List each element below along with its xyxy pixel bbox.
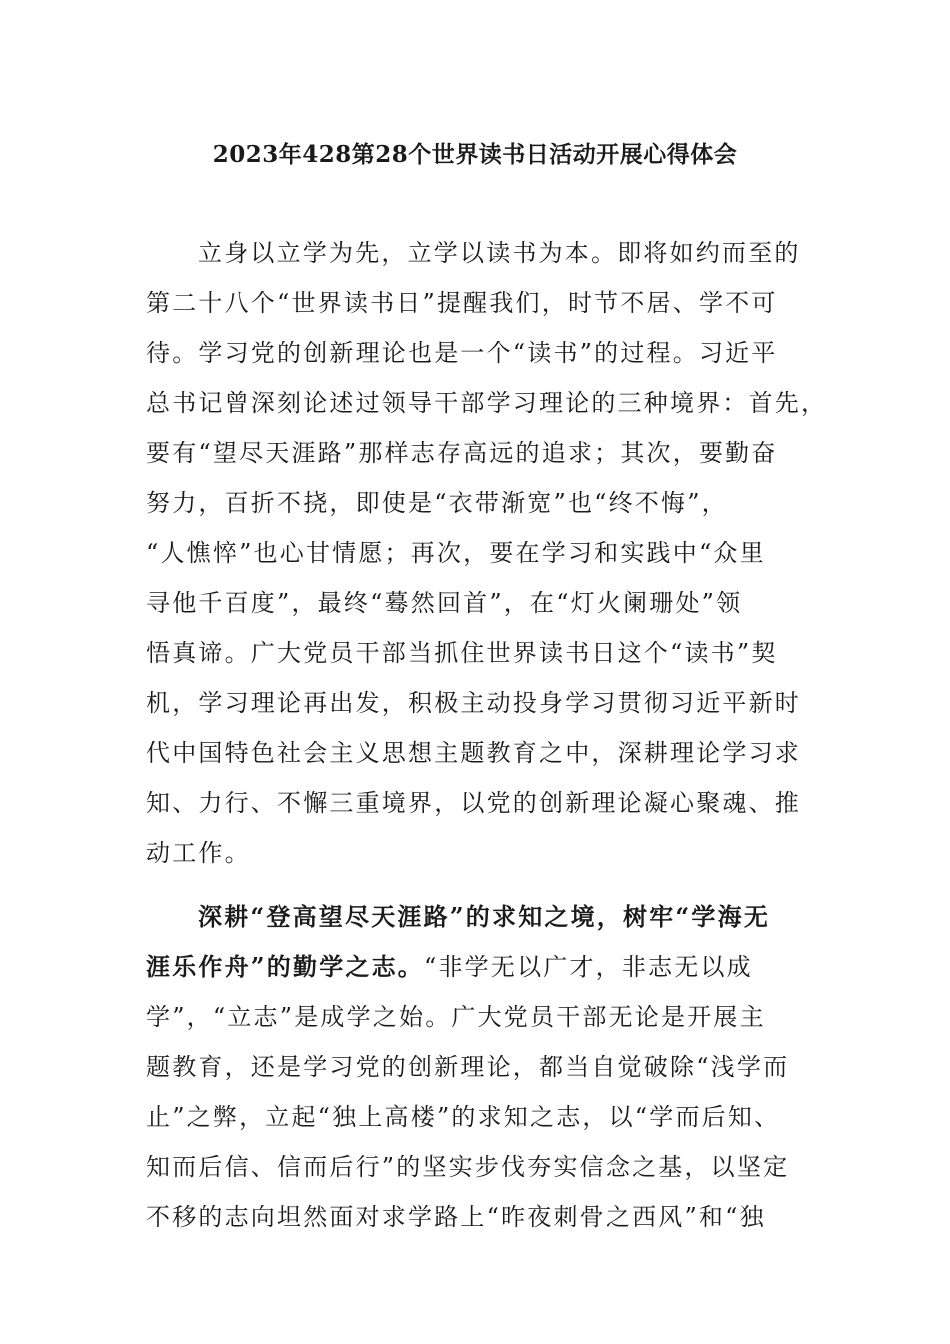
paragraph-line [146, 942, 806, 992]
paragraph-text: “非学无以广才，非志无以成 [424, 953, 753, 981]
section-heading-end: 涯乐作舟”的勤学之志。 [146, 952, 425, 981]
paragraph-line: 要有“望尽天涯路”那样志存高远的追求；其次，要勤奋 [146, 439, 778, 467]
paragraph-line: 不移的志向坦然面对求学路上“昨夜刺骨之西风”和“独 [146, 1203, 766, 1231]
paragraph-line: 努力，百折不挠，即使是“衣带渐宽”也“终不悔”， [146, 489, 728, 517]
paragraph-line: 第二十八个“世界读书日”提醒我们，时节不居、学不可 [146, 289, 778, 317]
section-heading-line: 深耕“登高望尽天涯路”的求知之境，树牢“学海无 [198, 902, 771, 931]
paragraph-line: 题教育，还是学习党的创新理论，都当自觉破除“浅学而 [146, 1053, 790, 1081]
paragraph-line: 代中国特色社会主义思想主题教育之中，深耕理论学习求 [146, 739, 801, 767]
paragraph-line: 知而后信、信而后行”的坚实步伐夯实信念之基，以坚定 [146, 1153, 790, 1181]
paragraph-line: 总书记曾深刻论述过领导干部学习理论的三种境界：首先， [146, 389, 828, 417]
paragraph-line: 止”之弊，立起“独上高楼”的求知之志，以“学而后知、 [146, 1103, 781, 1131]
paragraph-line: “人憔悴”也心甘情愿；再次，要在学习和实践中“众里 [146, 539, 766, 567]
paragraph-line: 知、力行、不懈三重境界，以党的创新理论凝心聚魂、推 [146, 789, 801, 817]
paragraph-line: 悟真谛。广大党员干部当抓住世界读书日这个“读书”契 [146, 639, 778, 667]
paragraph-gap [146, 878, 806, 892]
paragraph-line: 寻他千百度”，最终“蓦然回首”，在“灯火阑珊处”领 [146, 589, 743, 617]
document-body [146, 228, 828, 1242]
paragraph-line: 待。学习党的创新理论也是一个“读书”的过程。习近平 [146, 339, 778, 367]
paragraph-line: 动工作。 [146, 839, 251, 867]
paragraph-line: 学”，“立志”是成学之始。广大党员干部无论是开展主 [146, 1003, 766, 1031]
document-title: 2023年428第28个世界读书日活动开展心得体会 [212, 141, 738, 168]
paragraph-line: 机，学习理论再出发，积极主动投身学习贯彻习近平新时 [146, 689, 801, 717]
paragraph-line: 立身以立学为先，立学以读书为本。即将如约而至的 [198, 239, 801, 267]
